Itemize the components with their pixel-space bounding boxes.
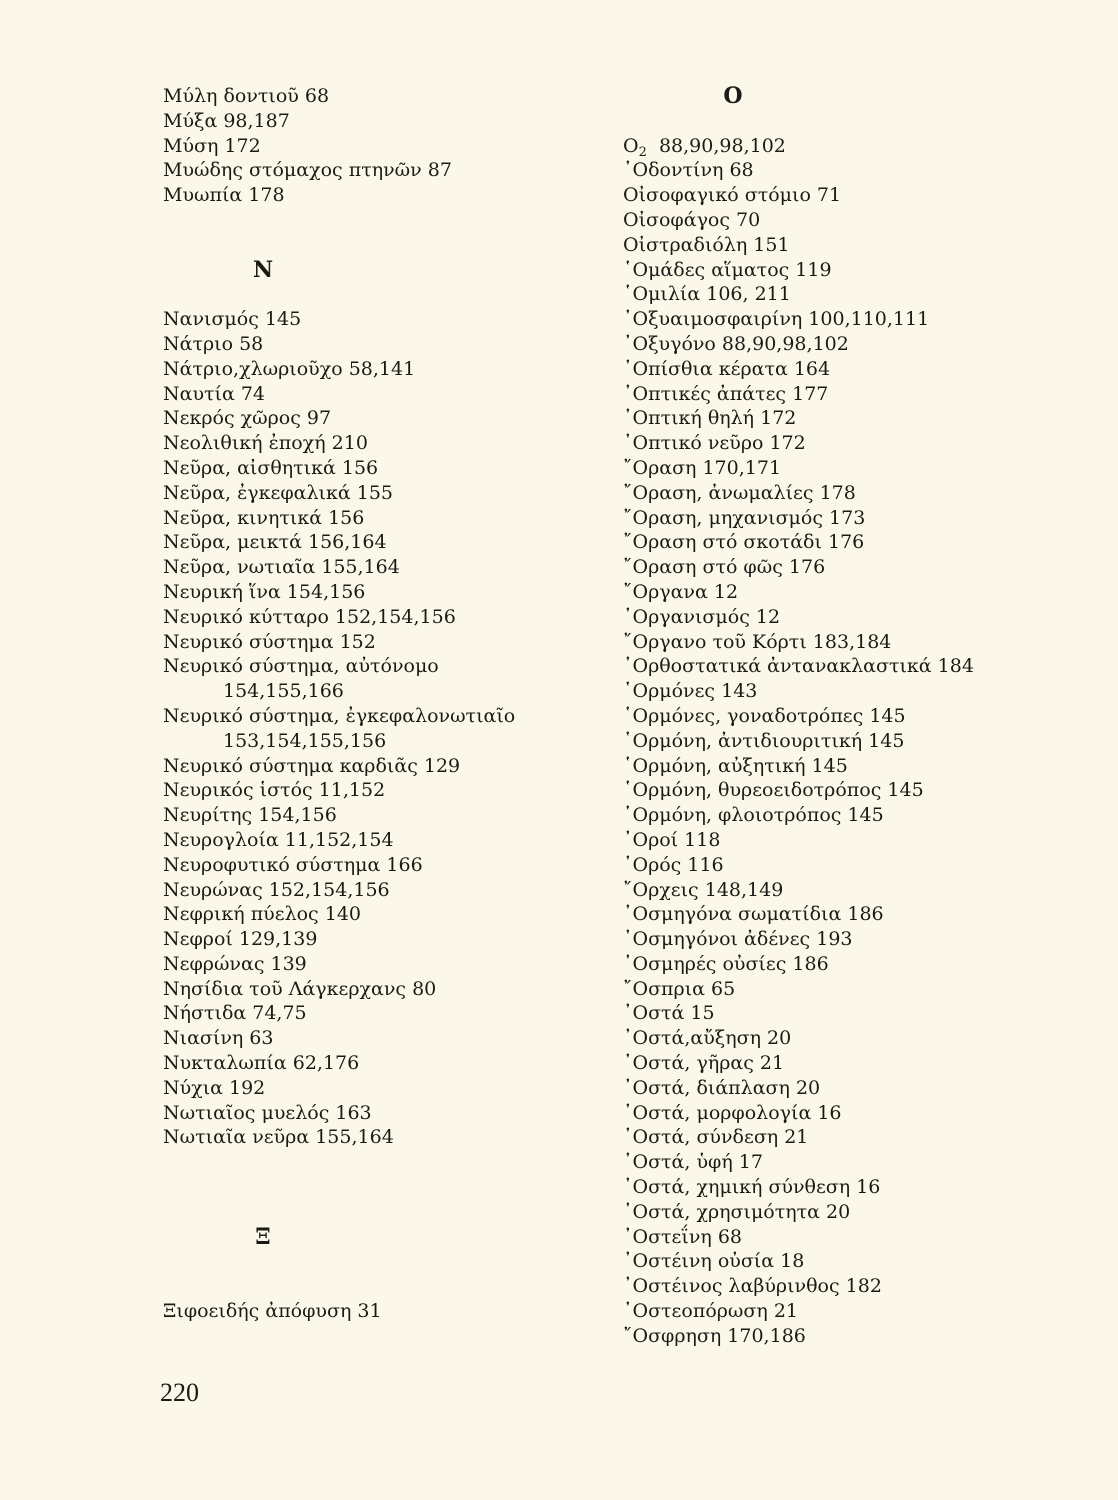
index-entry: Νεφρική πύελος 140 bbox=[163, 903, 361, 926]
index-entry: ῾Ομάδες αἵματος 119 bbox=[623, 258, 832, 281]
index-entry: ῾Ομιλία 106, 211 bbox=[623, 283, 791, 306]
index-entry: Νεκρός χῶρος 97 bbox=[163, 407, 332, 430]
index-entry: ῾Ορμόνη, φλοιοτρόπος 145 bbox=[623, 804, 884, 827]
o2-symbol: O bbox=[623, 134, 639, 157]
index-entry: ᾿Οδοντίνη 68 bbox=[623, 159, 754, 182]
index-entry: Νευρίτης 154,156 bbox=[163, 804, 337, 827]
index-entry: Νάτριο 58 bbox=[163, 332, 264, 355]
index-entry: Νεῦρα, μεικτά 156,164 bbox=[163, 531, 387, 554]
xi-entries bbox=[163, 1299, 583, 1324]
index-entry: ᾿Οπτική θηλή 172 bbox=[623, 407, 797, 430]
index-entry: Νυκταλωπία 62,176 bbox=[163, 1052, 360, 1075]
index-entry: Ναυτία 74 bbox=[163, 382, 266, 405]
index-entry: ᾿Οστά, χημική σύνθεση 16 bbox=[623, 1176, 881, 1199]
index-entry-continuation: 153,154,155,156 bbox=[223, 729, 387, 752]
index-entry: Νευρικό σύστημα, ἐγκεφαλονωτιαῖο bbox=[163, 704, 516, 727]
index-entry: ᾿Οπίσθια κέρατα 164 bbox=[623, 357, 831, 380]
index-entry: Νευροφυτικό σύστημα 166 bbox=[163, 853, 423, 876]
index-entry: ᾿Οσμηρές οὐσίες 186 bbox=[623, 952, 829, 975]
index-entry: Νεῦρα, κινητικά 156 bbox=[163, 506, 365, 529]
index-entry: ᾿Οσμηγόνα σωματίδια 186 bbox=[623, 903, 884, 926]
index-entry: Μύλη δοντιοῦ 68 bbox=[163, 85, 330, 107]
index-entry: ᾿Οστέινη οὐσία 18 bbox=[623, 1250, 805, 1273]
index-entry: ᾿Οστεοπόρωση 21 bbox=[623, 1300, 798, 1323]
left-column bbox=[163, 84, 583, 1324]
index-entry: Μύξα 98,187 bbox=[163, 109, 290, 132]
index-entry: ῎Οραση στό σκοτάδι 176 bbox=[623, 531, 865, 554]
index-entry: Νευρικό σύστημα 152 bbox=[163, 630, 376, 653]
index-entry: ᾿Οξυγόνο 88,90,98,102 bbox=[623, 332, 849, 355]
index-entry: Νεφρώνας 139 bbox=[163, 952, 307, 975]
index-entry: Νευρικό κύτταρο 152,154,156 bbox=[163, 605, 456, 628]
index-entry: ᾿Οσμηγόνοι ἀδένες 193 bbox=[623, 928, 853, 951]
index-entry: Ξιφοειδής ἀπόφυση 31 bbox=[163, 1300, 382, 1323]
index-entry: Νεῦρα, ἐγκεφαλικά 155 bbox=[163, 481, 394, 504]
index-entry: ᾿Οξυαιμοσφαιρίνη 100,110,111 bbox=[623, 308, 930, 331]
n-entries bbox=[163, 307, 583, 1150]
index-entry: Νευρογλοία 11,152,154 bbox=[163, 828, 394, 851]
index-entry: Νεῦρα, νωτιαῖα 155,164 bbox=[163, 556, 400, 579]
o2-pages: 88,90,98,102 bbox=[658, 134, 786, 157]
index-entry: ῾Ορμόνες, γοναδοτρόπες 145 bbox=[623, 704, 906, 727]
page-number: 220 bbox=[160, 1378, 199, 1407]
index-entry: ᾿Οστέινος λαβύρινθος 182 bbox=[623, 1275, 882, 1298]
index-entry: Οἰσοφαγικό στόμιο 71 bbox=[623, 184, 842, 207]
index-entry: ῎Οραση, ἀνωμαλίες 178 bbox=[623, 481, 856, 504]
section-letter-o: Ο bbox=[723, 83, 743, 109]
index-entry: ᾿Οστά, ὑφή 17 bbox=[623, 1151, 763, 1174]
right-column bbox=[623, 84, 1043, 1349]
index-entry: Νεῦρα, αἰσθητικά 156 bbox=[163, 456, 379, 479]
index-entry: ᾿Οστά, γῆρας 21 bbox=[623, 1052, 785, 1075]
index-entry: Νωτιαῖος μυελός 163 bbox=[163, 1101, 372, 1124]
index-entry: Οἰστραδιόλη 151 bbox=[623, 233, 790, 256]
index-entry: Νωτιαῖα νεῦρα 155,164 bbox=[163, 1126, 394, 1149]
index-entry: Νανισμός 145 bbox=[163, 308, 302, 331]
index-entry: ᾿Οστά, μορφολογία 16 bbox=[623, 1101, 842, 1124]
section-letter-xi: Ξ bbox=[255, 1223, 271, 1250]
index-entry: ῎Ορχεις 148,149 bbox=[623, 878, 784, 901]
index-entry: ῾Ορμόνη, θυρεοειδοτρόπος 145 bbox=[623, 779, 924, 802]
index-entry: ᾿Οστά 15 bbox=[623, 1002, 715, 1025]
index-entry: ᾿Οπτικές ἀπάτες 177 bbox=[623, 382, 829, 405]
index-entry: Νιασίνη 63 bbox=[163, 1027, 274, 1050]
index-entry: ᾿Οροί 118 bbox=[623, 828, 721, 851]
index-entry: Νευρικό σύστημα, αὐτόνομο bbox=[163, 655, 439, 678]
index-entry: ῎Οσπρια 65 bbox=[623, 977, 736, 1000]
index-entry: ῾Ορμόνη, ἀντιδιουριτική 145 bbox=[623, 729, 905, 752]
index-entry: Μυώδης στόμαχος πτηνῶν 87 bbox=[163, 159, 452, 182]
index-entry: Νήστιδα 74,75 bbox=[163, 1002, 307, 1025]
index-entry: ᾿Οστά, χρησιμότητα 20 bbox=[623, 1200, 851, 1223]
index-entry: Νευρώνας 152,154,156 bbox=[163, 878, 390, 901]
index-entry-continuation: 154,155,166 bbox=[223, 680, 344, 703]
index-entry: ᾿Οστεΐνη 68 bbox=[623, 1225, 743, 1248]
index-entry: ᾿Οργανισμός 12 bbox=[623, 605, 781, 628]
index-entry: ᾿Ορθοστατικά ἀντανακλαστικά 184 bbox=[623, 655, 974, 678]
index-entry: ῾Ορμόνη, αὐξητική 145 bbox=[623, 754, 848, 777]
o-entries bbox=[623, 158, 1043, 1348]
index-entry: ῎Οραση 170,171 bbox=[623, 456, 782, 479]
index-entry: ῎Οσφρηση 170,186 bbox=[623, 1324, 806, 1347]
index-entry: ᾿Οστά, σύνδεση 21 bbox=[623, 1126, 809, 1149]
index-entry: ῾Ορμόνες 143 bbox=[623, 680, 758, 703]
index-entry: ᾿Ορός 116 bbox=[623, 853, 724, 876]
o2-subscript: 2 bbox=[638, 144, 647, 160]
index-entry: Μύση 172 bbox=[163, 134, 261, 157]
index-entry: ῎Οραση στό φῶς 176 bbox=[623, 556, 826, 579]
index-entry: ῎Οραση, μηχανισμός 173 bbox=[623, 506, 866, 529]
index-entry: Νύχια 192 bbox=[163, 1076, 266, 1099]
section-letter-n: Ν bbox=[252, 256, 274, 283]
m-tail-entries bbox=[163, 84, 583, 208]
index-entry: Νευρική ἵνα 154,156 bbox=[163, 580, 366, 603]
index-entry: Νεολιθική ἐποχή 210 bbox=[163, 432, 368, 455]
index-entry: Νευρικός ἱστός 11,152 bbox=[163, 779, 386, 802]
index-entry: ᾿Οστά,αὔξηση 20 bbox=[623, 1027, 792, 1050]
index-entry: ᾿Οστά, διάπλαση 20 bbox=[623, 1076, 821, 1099]
index-entry: ῎Οργανο τοῦ Κόρτι 183,184 bbox=[623, 630, 892, 653]
index-entry: ᾿Οπτικό νεῦρο 172 bbox=[623, 432, 806, 455]
index-entry: Νεφροί 129,139 bbox=[163, 928, 318, 951]
index-entry: Νευρικό σύστημα καρδιᾶς 129 bbox=[163, 754, 461, 777]
index-entry: Μυωπία 178 bbox=[163, 184, 285, 207]
index-entry: Οἰσοφάγος 70 bbox=[623, 208, 761, 231]
index-entry: Νησίδια τοῦ Λάγκερχανς 80 bbox=[163, 977, 437, 1000]
index-entry-o2 bbox=[623, 134, 1043, 159]
index-entry: ῎Οργανα 12 bbox=[623, 580, 739, 603]
index-entry: Νάτριο,χλωριοῦχο 58,141 bbox=[163, 357, 416, 380]
